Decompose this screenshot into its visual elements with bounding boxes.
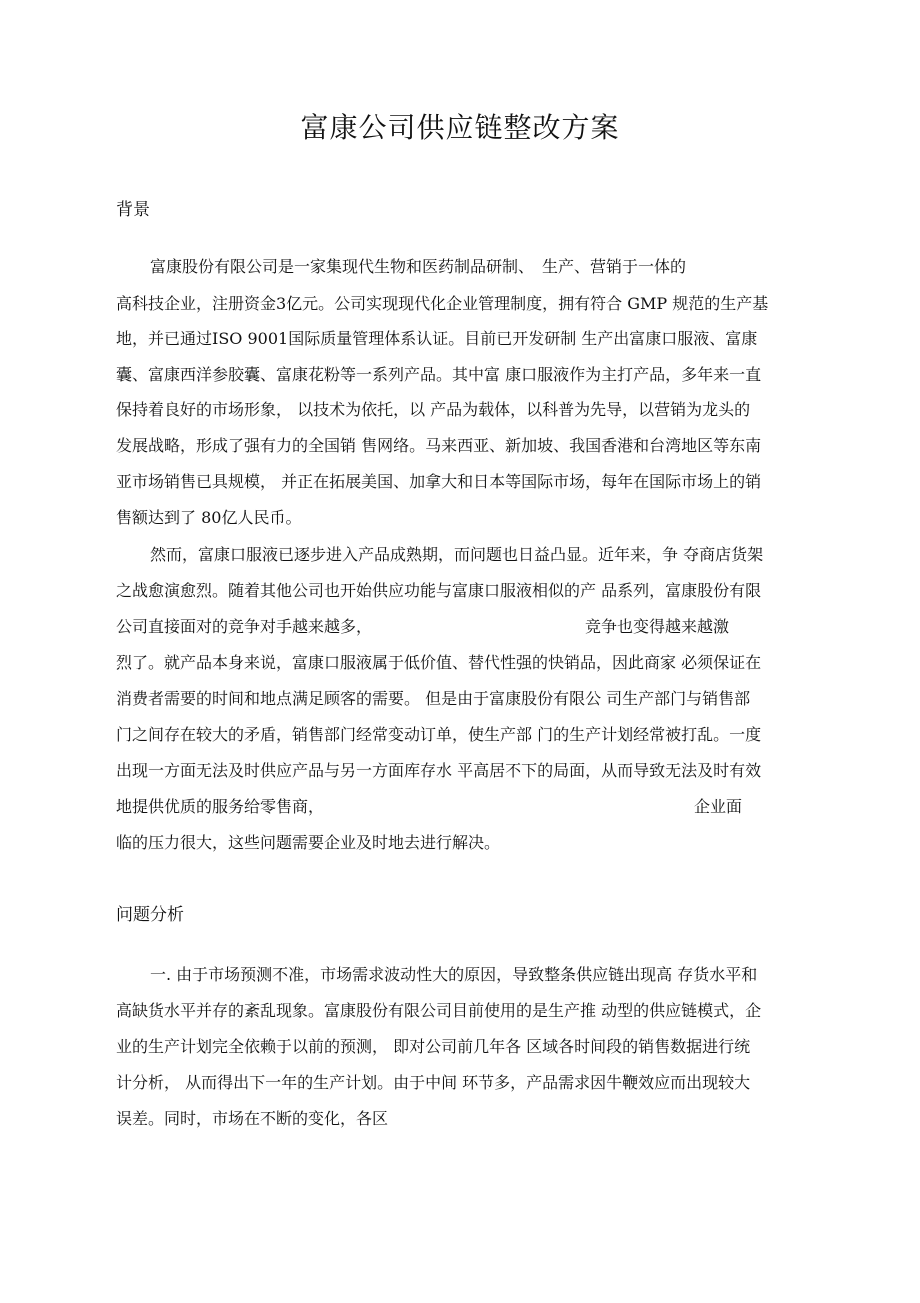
paragraph-line: 地，并已通过ISO 9001国际质量管理体系认证。目前已开发研制 生产出富康口服液、富康: [116, 329, 758, 348]
paragraph-line: 门之间存在较大的矛盾，销售部门经常变动订单，使生产部 门的生产计划经常被打乱。一度: [116, 725, 762, 744]
paragraph-line: 烈了。就产品本身来说，富康口服液属于低价值、替代性强的快销品，因此商家 必须保证在: [116, 653, 762, 672]
paragraph-line: 保持着良好的市场形象， 以技术为依托，以 产品为载体，以科普为先导，以营销为龙头的: [116, 400, 751, 419]
document-title: 富康公司供应链整改方案: [300, 111, 620, 144]
paragraph-line: 富康股份有限公司是一家集现代生物和医药制品研制、 生产、营销于一体的: [150, 257, 687, 276]
paragraph-line: 发展战略，形成了强有力的全国销 售网络。马来西亚、新加坡、我国香港和台湾地区等东南: [116, 436, 762, 455]
paragraph-line: 囊、富康西洋参胶囊、富康花粉等一系列产品。其中富 康口服液作为主打产品，多年来一直: [116, 365, 762, 384]
paragraph-line-fragment: 企业面: [694, 797, 743, 816]
paragraph-line: 消费者需要的时间和地点满足顾客的需要。 但是由于富康股份有限公 司生产部门与销售部: [116, 689, 751, 708]
section-heading-problem-analysis: 问题分析: [116, 905, 184, 925]
paragraph-line: 高缺货水平并存的紊乱现象。富康股份有限公司目前使用的是生产推 动型的供应链模式，企: [116, 1001, 762, 1020]
paragraph-line: 高科技企业，注册资金3亿元。公司实现现代化企业管理制度，拥有符合 GMP 规范的生产基: [116, 294, 769, 313]
paragraph-line: 误差。同时，市场在不断的变化，各区: [116, 1109, 389, 1128]
paragraph-line: 业的生产计划完全依赖于以前的预测， 即对公司前几年各 区域各时间段的销售数据进行统: [116, 1037, 751, 1056]
paragraph-line: 公司直接面对的竞争对手越来越多，: [116, 617, 373, 636]
paragraph-line: 之战愈演愈烈。随着其他公司也开始供应功能与富康口服液相似的产 品系列，富康股份有限: [116, 581, 762, 600]
section-heading-background: 背景: [116, 200, 150, 220]
paragraph-line: 出现一方面无法及时供应产品与另一方面库存水 平高居不下的局面，从而导致无法及时有效: [116, 761, 762, 780]
paragraph-line: 计分析， 从而得出下一年的生产计划。由于中间 环节多，产品需求因牛鞭效应而出现较大: [116, 1073, 751, 1092]
paragraph-line: 临的压力很大，这些问题需要企业及时地去进行解决。: [116, 833, 501, 852]
paragraph-line-fragment: 竞争也变得越来越激: [585, 617, 730, 636]
paragraph-line: 一. 由于市场预测不准，市场需求波动性大的原因，导致整条供应链出现高 存货水平和: [150, 965, 758, 984]
paragraph-line: 然而，富康口服液已逐步进入产品成熟期，而问题也日益凸显。近年来，争 夺商店货架: [150, 545, 764, 564]
paragraph-line: 售额达到了 80亿人民币。: [116, 508, 302, 527]
paragraph-line: 地提供优质的服务给零售商，: [116, 797, 325, 816]
paragraph-line: 亚市场销售已具规模， 并正在拓展美国、加拿大和日本等国际市场，每年在国际市场上的销: [116, 472, 762, 491]
